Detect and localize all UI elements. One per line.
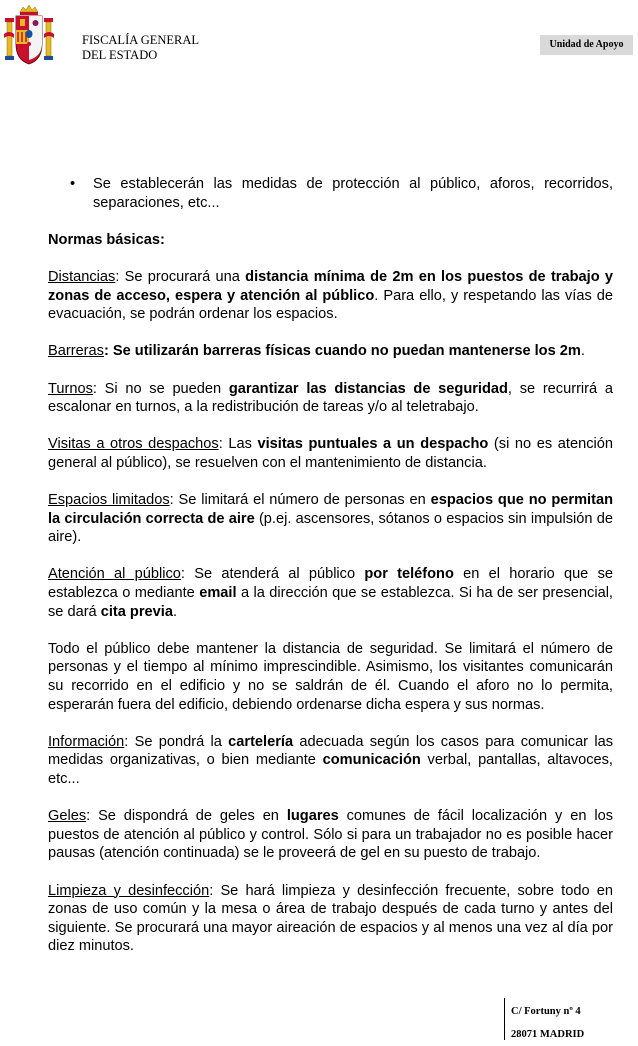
- address-line-1: C/ Fortuny nº 4: [511, 1006, 581, 1017]
- para-text: , se recurrirá a escalonar en turnos, a la redistribución de tareas y/o al teletrabajo.: [48, 380, 613, 416]
- para-text: : Se dispondrá de geles en: [86, 808, 287, 825]
- para-bold: lugares: [286, 808, 339, 825]
- para-text: (p.ej. ascensores, sótanos o espacios sin impulsión de aire).: [48, 510, 613, 546]
- paragraph-visitas: [48, 435, 613, 472]
- section-heading: Normas básicas:: [48, 231, 165, 248]
- paragraph-atencion: [48, 565, 613, 621]
- para-text: adecuada según los casos para comunicar las medidas organizativas, o bien mediante: [48, 733, 613, 769]
- para-text: .: [580, 343, 585, 360]
- coat-of-arms-logo: [4, 4, 54, 66]
- para-text: verbal, pantallas, altavoces, etc...: [48, 752, 613, 787]
- para-bold: cartelería: [228, 733, 294, 750]
- para-label: Turnos: [48, 380, 93, 397]
- bullet-text: Se establecerán las medidas de protección al público, aforos, recorridos, separaciones, etc...: [93, 176, 613, 211]
- para-bold: por teléfono: [364, 566, 454, 583]
- document-body: [48, 175, 613, 975]
- paragraph-publico: Todo el público debe mantener la distancia de seguridad. Se limitará el número de personas y el tiempo al mínimo imprescindible. Asimismo, los visitantes comunicarán su recorrido en el edificio y no se saldrán de él. Cuando el aforo no lo permita, esperarán fuera del edificio, debiendo ordenarse dicha espera y sus normas.: [48, 640, 613, 713]
- para-bold: : Se utilizarán barreras físicas cuando no puedan mantenerse los 2m: [103, 343, 581, 360]
- para-text: a la dirección que se establezca. Si ha de ser presencial, se dará: [48, 585, 613, 620]
- list-item: [48, 175, 613, 212]
- para-text: : Se atenderá al público: [180, 566, 365, 583]
- paragraph-geles: [48, 807, 613, 863]
- para-bold: garantizar las distancias de seguridad: [228, 380, 508, 397]
- org-line-1: FISCALÍA GENERAL: [82, 33, 200, 47]
- para-text: comunes de fácil localización y en los puestos de atención al público y control. Sólo si para un trabajador no es posible hacer pausas (atención continuada) se le proveerá de gel en su puesto de trabajo.: [48, 808, 613, 862]
- para-bold: espacios que no permitan la circulación correcta de aire: [48, 492, 613, 527]
- para-label: Limpieza y desinfección: [48, 882, 210, 899]
- para-text: : Se limitará el número de personas en: [169, 492, 431, 509]
- footer-address: [511, 1000, 584, 1046]
- organization-name: [82, 33, 199, 63]
- org-line-2: DEL ESTADO: [82, 48, 158, 62]
- para-label: Información: [48, 733, 125, 750]
- para-bold: comunicación: [322, 752, 421, 769]
- para-text: . Para ello, y respetando las vías de evacuación, se podrán ordenar los espacios.: [48, 287, 614, 323]
- bullet-icon: •: [70, 176, 76, 192]
- para-text: : Se procurará una: [115, 268, 246, 285]
- paragraph-distancias: [48, 268, 613, 324]
- para-label: Barreras: [48, 343, 104, 360]
- para-bold: visitas puntuales a un despacho: [257, 436, 489, 453]
- paragraph-barreras: [48, 342, 613, 361]
- para-text: : Las: [218, 436, 258, 453]
- para-text: : Si no se pueden: [92, 380, 229, 397]
- paragraph-espacios: [48, 491, 613, 547]
- para-text: en el horario que se establezca o mediante: [48, 566, 613, 602]
- para-label: Geles: [48, 808, 87, 825]
- para-bold: distancia mínima de 2m en los puestos de trabajo y zonas de acceso, espera y atención al público: [48, 268, 613, 304]
- para-text: : Se hará limpieza y desinfección frecuente, sobre todo en zonas de uso común y la mesa o área de trabajo después de cada turno y antes del siguiente. Se procurará una mayor aireación de espacios y al menos una vez al día por diez minutos.: [48, 882, 613, 955]
- para-text: .: [172, 603, 177, 620]
- para-bold: email: [199, 585, 237, 602]
- para-text: : Se pondrá la: [124, 733, 229, 750]
- para-label: Atención al público: [48, 566, 181, 583]
- paragraph-turnos: [48, 380, 613, 417]
- para-text: (si no es atención general al público), se resuelven con el mantenimiento de distancia.: [48, 436, 613, 471]
- address-line-2: 28071 MADRID: [511, 1029, 585, 1040]
- para-label: Espacios limitados: [48, 492, 170, 509]
- footer-divider: [504, 998, 505, 1040]
- para-label: Visitas a otros despachos: [48, 436, 219, 453]
- para-bold: cita previa: [100, 603, 173, 620]
- para-label: Distancias: [48, 268, 116, 285]
- paragraph-informacion: [48, 733, 613, 789]
- paragraph-limpieza: [48, 882, 613, 956]
- unit-badge: Unidad de Apoyo: [540, 35, 633, 55]
